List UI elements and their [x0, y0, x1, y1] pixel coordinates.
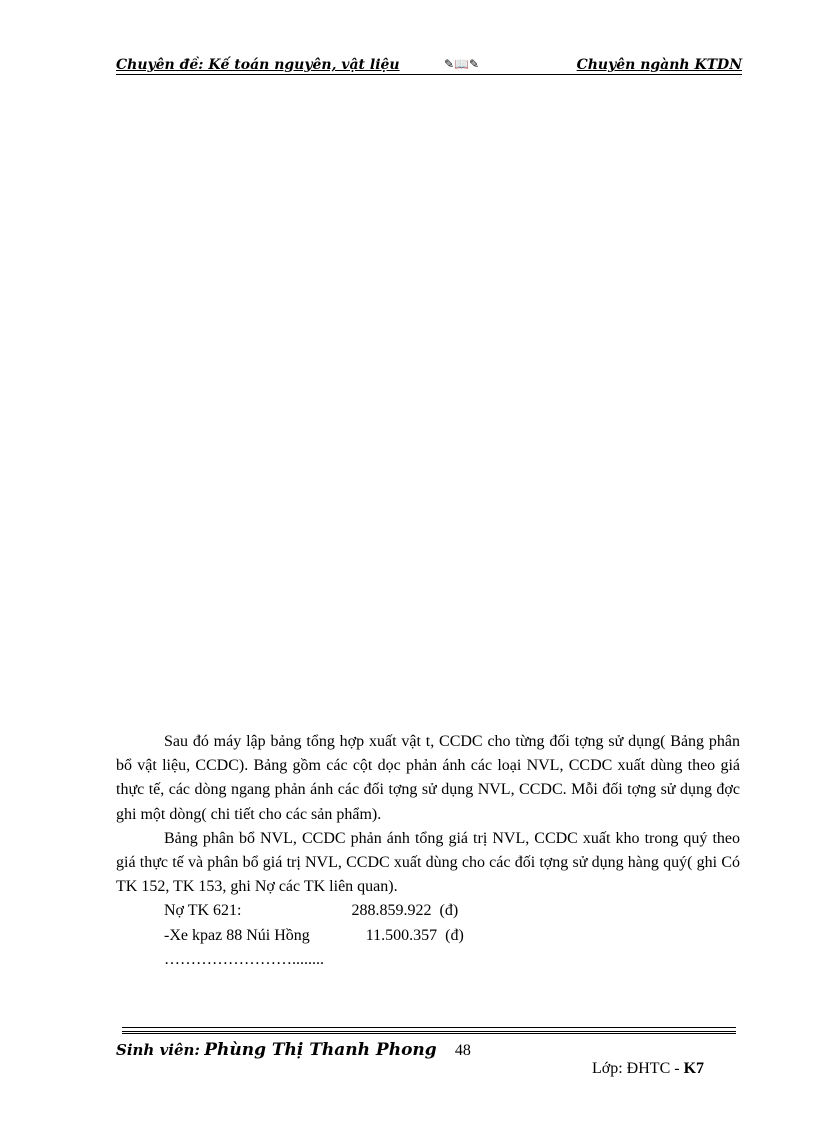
- footer-rule-double: [122, 1031, 736, 1034]
- debit-account-value: 288.859.922 (đ): [351, 902, 459, 920]
- body-text: [116, 730, 740, 972]
- student-name: Phùng Thị Thanh Phong: [204, 1040, 437, 1060]
- paragraph-1: Sau đó máy lập bảng tổng hợp xuất vật t, CCDC cho từng đối tợng sử dụng( Bảng phân bổ vật liệu, CCDC). Bảng gồm các cột dọc phản ánh các loại NVL, CCDC xuất dùng theo giá thực tế, các dòng ngang phản ánh các đối tợng sử dụng NVL, CCDC. Mỗi đối tợng sử dụng đợc ghi một dòng( chi tiết cho các sản phẩm).: [116, 733, 740, 823]
- debit-account-label: Nợ TK 621:: [164, 902, 242, 920]
- footer-student: [116, 1040, 471, 1060]
- book-ornament-icon: ✎📖✎: [444, 57, 480, 71]
- continuation-dots: ……………………........: [164, 950, 324, 968]
- vehicle-label: -Xe kpaz 88 Núi Hồng: [164, 926, 310, 944]
- footer-rule-thin: [122, 1027, 736, 1028]
- footer-class: [592, 1060, 704, 1078]
- vehicle-value: 11.500.357 (đ): [365, 926, 464, 944]
- debit-entry: [116, 899, 740, 923]
- class-label: Lớp: ĐHTC -: [592, 1060, 684, 1077]
- header-subject: Chuyên đề: Kế toán nguyên, vật liệu: [116, 57, 400, 73]
- student-label: Sinh viên:: [116, 1041, 200, 1059]
- page-header: [116, 52, 742, 75]
- class-code: K7: [683, 1060, 705, 1077]
- page-number: 48: [454, 1042, 471, 1059]
- vehicle-entry: [116, 924, 740, 948]
- header-major: Chuyên ngành KTDN: [576, 57, 742, 73]
- paragraph-2: Bảng phân bổ NVL, CCDC phản ánh tổng giá trị NVL, CCDC xuất kho trong quý theo giá thực tế và phân bổ giá trị NVL, CCDC xuất dùng cho các đối tợng sử dụng hàng quý( ghi Có TK 152, TK 153, ghi Nợ các TK liên quan).: [116, 829, 740, 896]
